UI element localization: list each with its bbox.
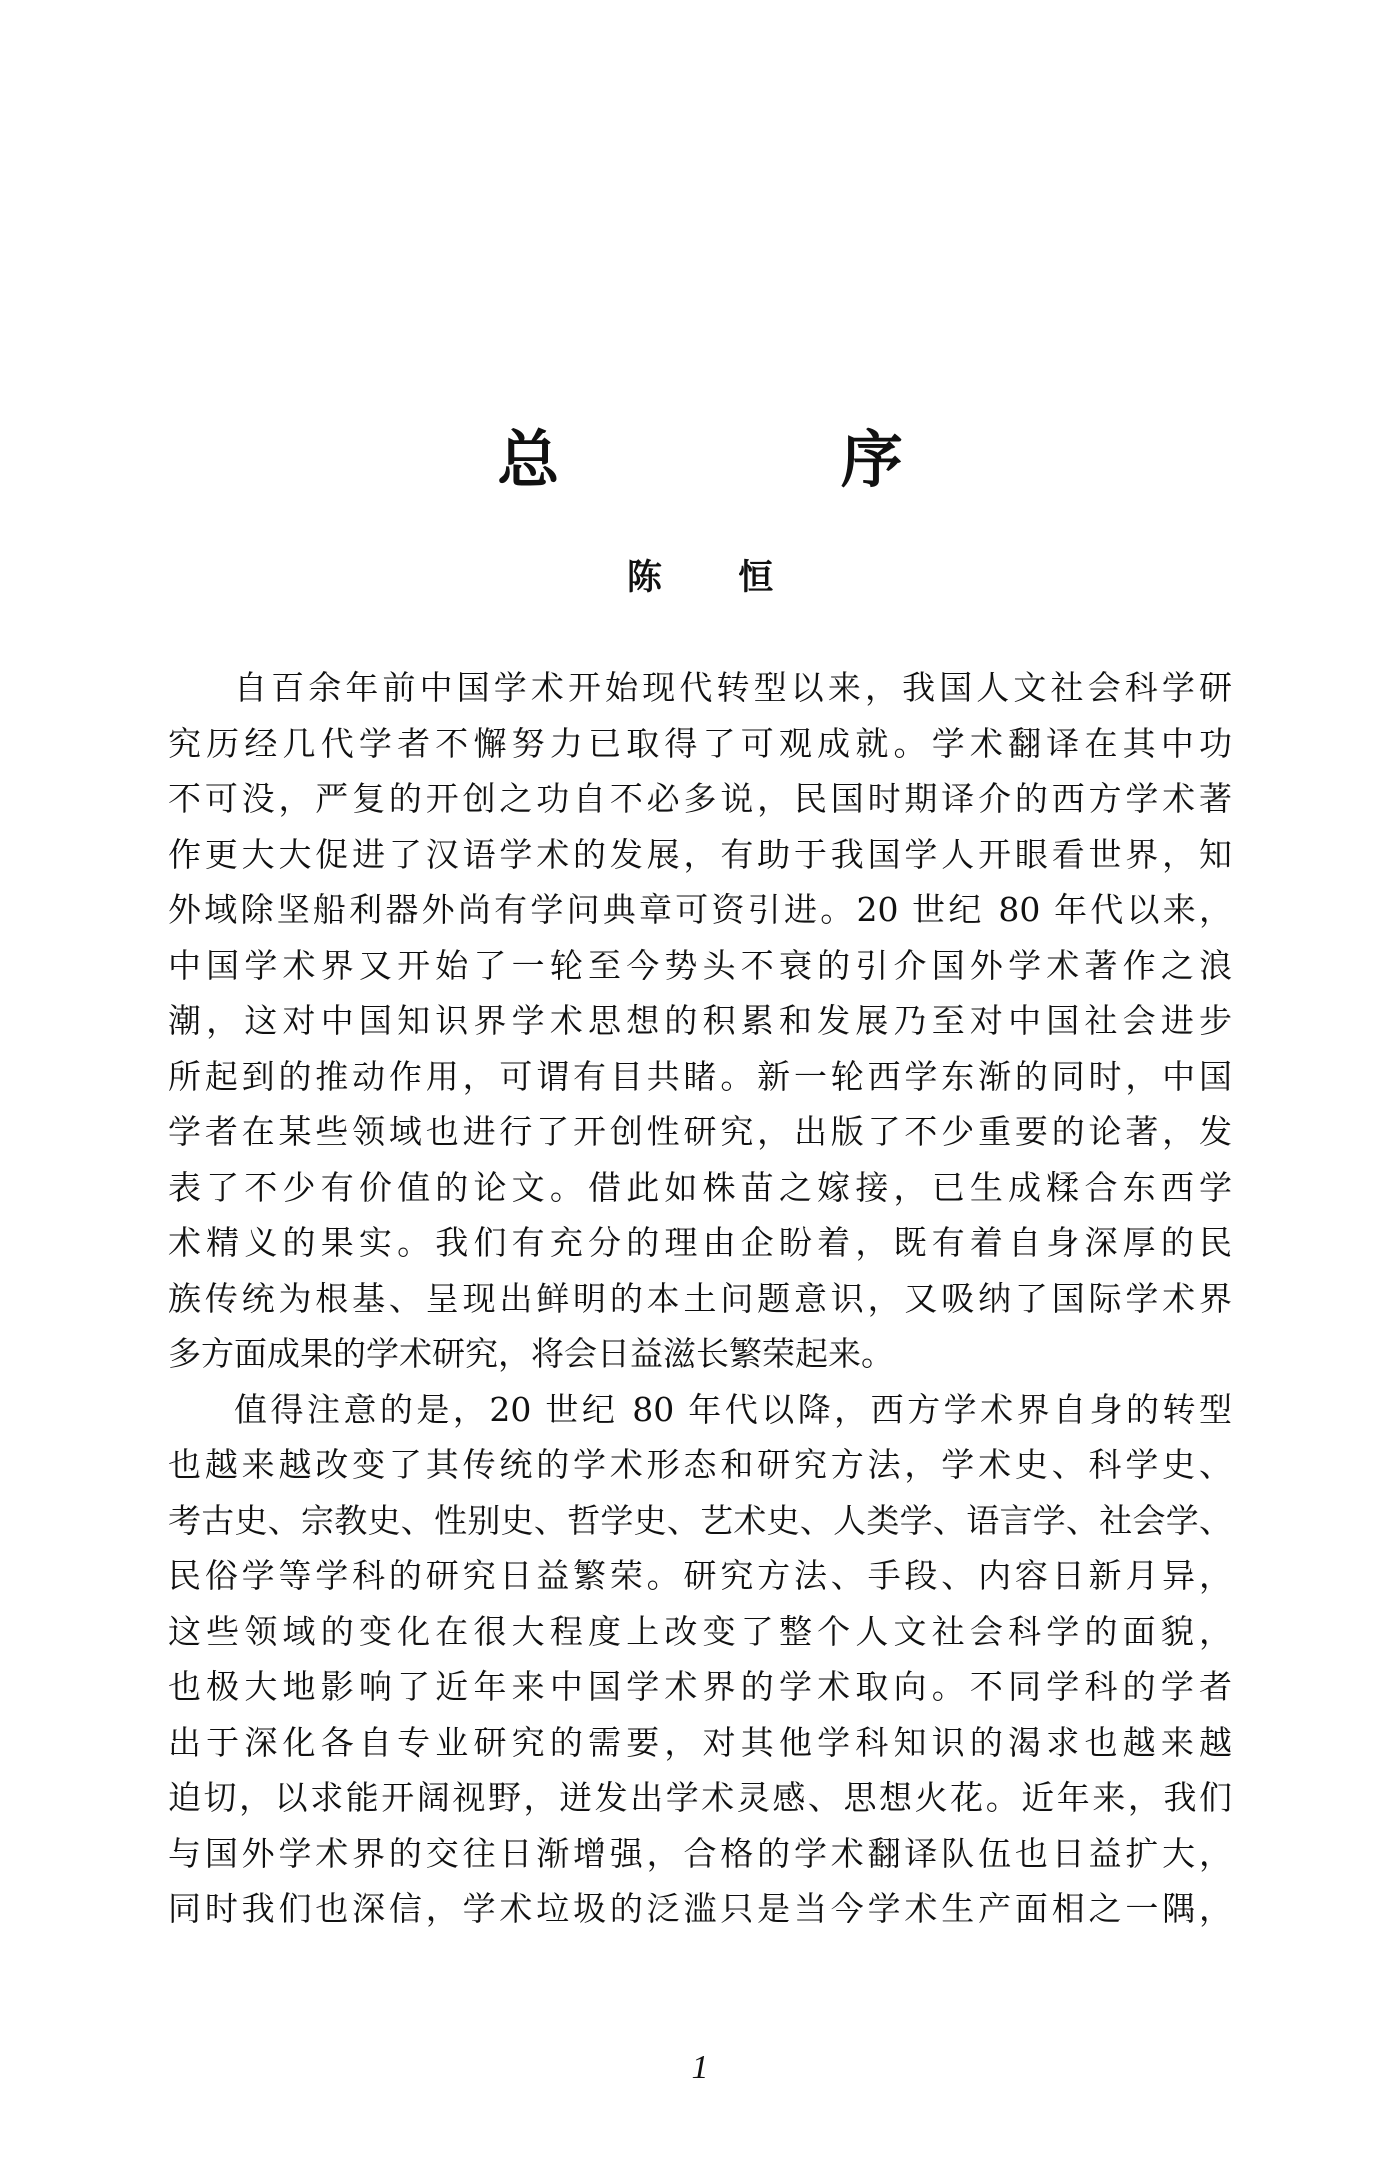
author-name: 陈 恒 <box>626 558 806 598</box>
paragraph-line: 值得注意的是，20 世纪 80 年代以降，西方学术界自身的转型 <box>234 1389 1232 1429</box>
paragraph-line: 同时我们也深信，学术垃圾的泛滥只是当今学术生产面相之一隅， <box>168 1889 1232 1928</box>
paragraph-line: 这些领域的变化在很大程度上改变了整个人文社会科学的面貌， <box>168 1611 1232 1651</box>
paragraph-line: 也越来越改变了其传统的学术形态和研究方法，学术史、科学史、 <box>168 1445 1232 1484</box>
paragraph-line: 术精义的果实。我们有充分的理由企盼着，既有着自身深厚的民 <box>168 1223 1232 1262</box>
paragraph-line: 作更大大促进了汉语学术的发展，有助于我国学人开眼看世界，知 <box>168 834 1232 874</box>
paragraph-line: 与国外学术界的交往日渐增强，合格的学术翻译队伍也日益扩大， <box>168 1833 1232 1873</box>
paragraph-line: 自百余年前中国学术开始现代转型以来，我国人文社会科学研 <box>234 668 1232 707</box>
paragraph-line: 考古史、宗教史、性别史、哲学史、艺术史、人类学、语言学、社会学、 <box>168 1500 1232 1540</box>
paragraph-line: 不可没，严复的开创之功自不必多说，民国时期译介的西方学术著 <box>168 779 1232 818</box>
paragraph-line: 民俗学等学科的研究日益繁荣。研究方法、手段、内容日新月异， <box>168 1556 1232 1595</box>
body-text <box>168 660 1232 1937</box>
paragraph-line: 也极大地影响了近年来中国学术界的学术取向。不同学科的学者 <box>168 1667 1232 1706</box>
page-title: 总 序 <box>497 423 1033 496</box>
paragraph-line: 族传统为根基、呈现出鲜明的本土问题意识，又吸纳了国际学术界 <box>168 1278 1232 1318</box>
paragraph-line: 所起到的推动作用，可谓有目共睹。新一轮西学东渐的同时，中国 <box>168 1056 1232 1096</box>
paragraph-line: 表了不少有价值的论文。借此如株苗之嫁接，已生成糅合东西学 <box>168 1167 1232 1207</box>
paragraph-line: 究历经几代学者不懈努力已取得了可观成就。学术翻译在其中功 <box>168 723 1232 763</box>
paragraph-line: 学者在某些领域也进行了开创性研究，出版了不少重要的论著，发 <box>168 1112 1232 1151</box>
page-number: 1 <box>691 2049 709 2086</box>
paragraph-line: 迫切，以求能开阔视野，迸发出学术灵感、思想火花。近年来，我们 <box>168 1778 1232 1817</box>
paragraph-line: 外域除坚船利器外尚有学问典章可资引进。20 世纪 80 年代以来， <box>168 890 1232 929</box>
paragraph-line: 潮，这对中国知识界学术思想的积累和发展乃至对中国社会进步 <box>168 1001 1232 1040</box>
paragraph-line: 出于深化各自专业研究的需要，对其他学科知识的渴求也越来越 <box>168 1722 1232 1762</box>
paragraph-line: 多方面成果的学术研究，将会日益滋长繁荣起来。 <box>168 1334 894 1373</box>
paragraph-line: 中国学术界又开始了一轮至今势头不衰的引介国外学术著作之浪 <box>168 945 1232 985</box>
